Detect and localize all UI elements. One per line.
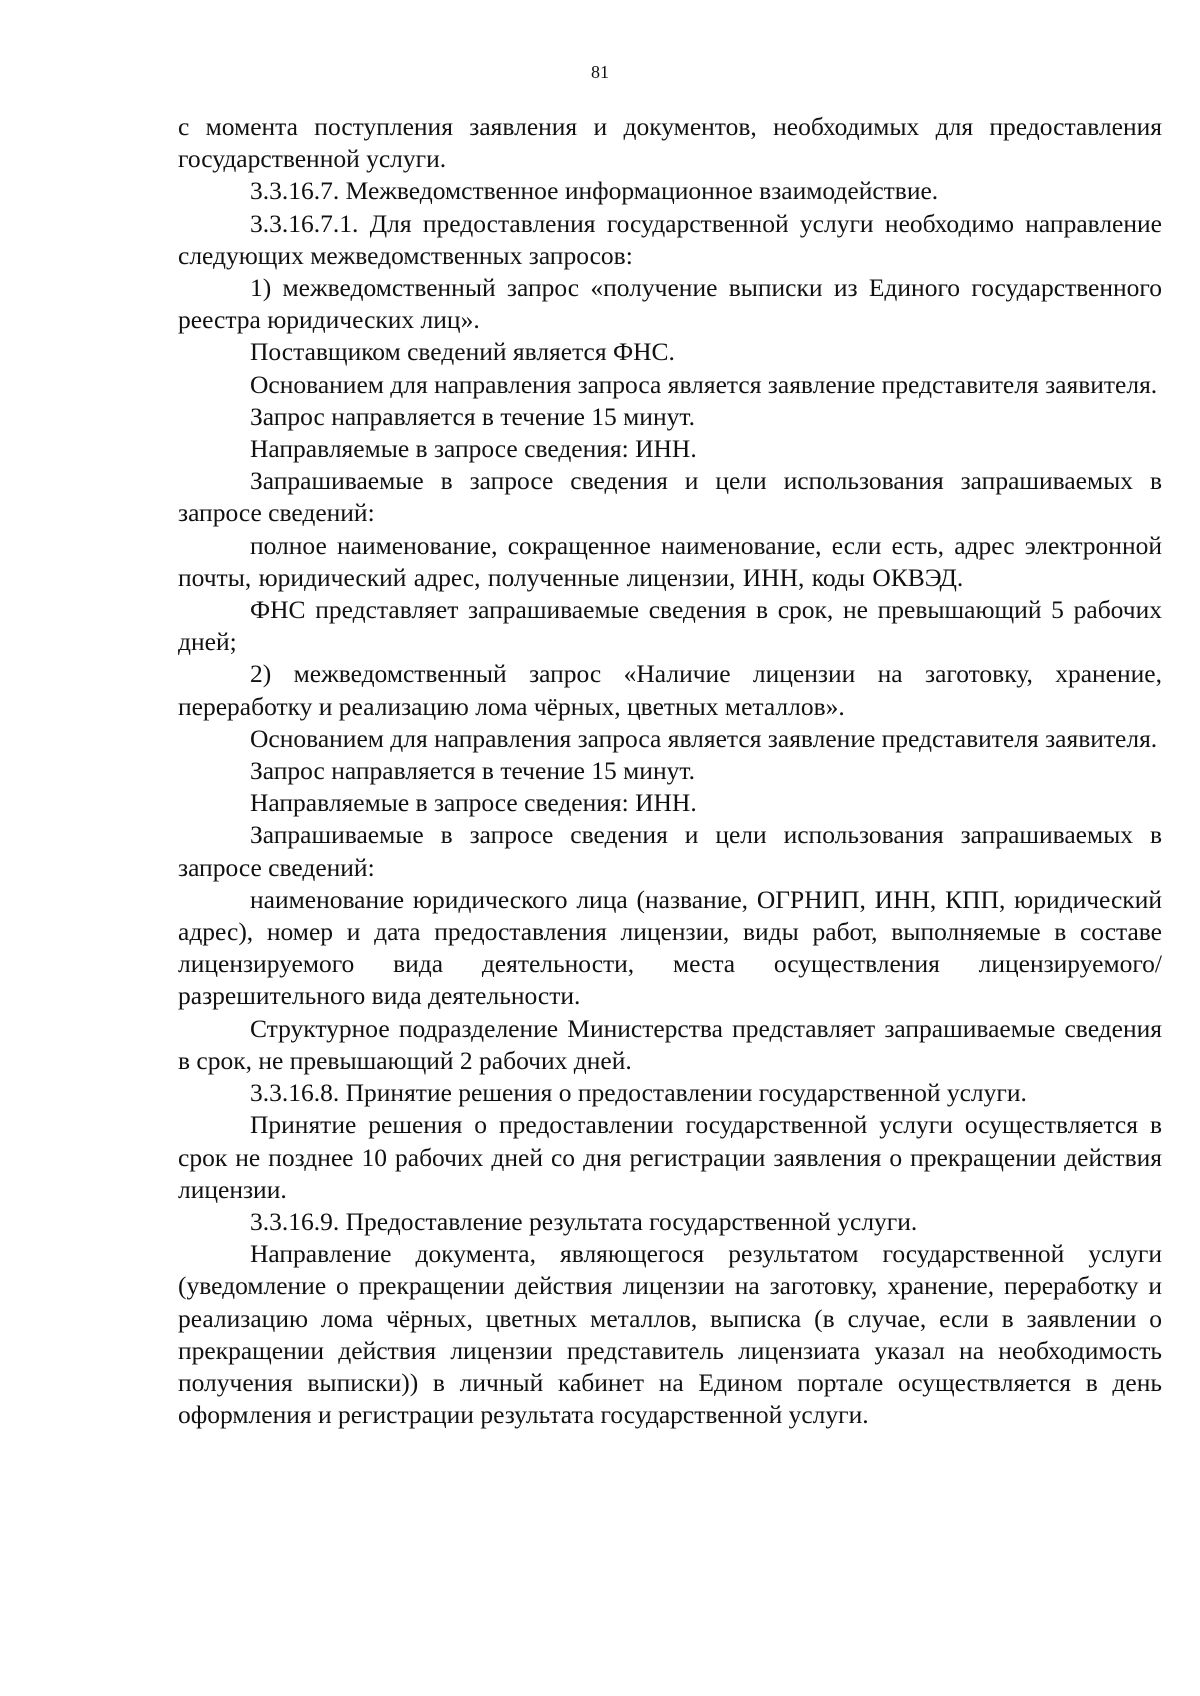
request-1-fields: полное наименование, сокращенное наименование, если есть, адрес электронной почты, юридический адрес, полученные лицензии, ИНН, коды ОКВЭД. — [178, 530, 1162, 592]
supplier-paragraph: Поставщиком сведений является ФНС. — [250, 337, 675, 367]
request-item-1: 1) межведомственный запрос «получение выписки из Единого государственного реестра юридических лиц». — [178, 273, 1162, 335]
section-heading-3-3-16-9: 3.3.16.9. Предоставление результата государственной услуги. — [250, 1206, 918, 1236]
document-body — [178, 111, 1162, 1431]
request-2-basis: Основанием для направления запроса является заявление представителя заявителя. — [250, 723, 1158, 753]
page-number: 81 — [591, 62, 609, 82]
request-2-timing: Запрос направляется в течение 15 минут. — [250, 756, 695, 786]
request-1-basis: Основанием для направления запроса является заявление представителя заявителя. — [250, 369, 1158, 399]
request-2-term: Структурное подразделение Министерства представляет запрашиваемые сведения в срок, не превышающий 2 рабочих дней. — [178, 1013, 1162, 1075]
section-heading-3-3-16-7: 3.3.16.7. Межведомственное информационное взаимодействие. — [250, 176, 939, 206]
decision-paragraph: Принятие решения о предоставлении государственной услуги осуществляется в срок не позднее 10 рабочих дней со дня регистрации заявления о прекращении действия лицензии. — [178, 1110, 1162, 1204]
request-1-timing: Запрос направляется в течение 15 минут. — [250, 401, 695, 431]
request-2-fields: наименование юридического лица (название, ОГРНИП, ИНН, КПП, юридический адрес), номер и дата предоставления лицензии, виды работ, выполняемые в составе лицензируемого вида деятельности, места осуществления лицензируемого/разрешительного вида деятельности. — [178, 884, 1162, 1011]
section-paragraph-3-3-16-7-1: 3.3.16.7.1. Для предоставления государственной услуги необходимо направление следующих межведомственных запросов: — [178, 208, 1162, 270]
request-1-term: ФНС представляет запрашиваемые сведения в срок, не превышающий 5 рабочих дней; — [178, 595, 1162, 657]
paragraph-continuation: с момента поступления заявления и документов, необходимых для предоставления государственной услуги. — [178, 112, 1162, 174]
section-heading-3-3-16-8: 3.3.16.8. Принятие решения о предоставлении государственной услуги. — [250, 1078, 1027, 1108]
request-2-requested-data: Запрашиваемые в запросе сведения и цели использования запрашиваемых в запросе сведений: — [178, 820, 1162, 882]
request-1-sent-data: Направляемые в запросе сведения: ИНН. — [250, 434, 697, 464]
request-1-requested-data: Запрашиваемые в запросе сведения и цели использования запрашиваемых в запросе сведений: — [178, 466, 1162, 528]
request-item-2: 2) межведомственный запрос «Наличие лицензии на заготовку, хранение, переработку и реализацию лома чёрных, цветных металлов». — [178, 659, 1162, 721]
result-paragraph: Направление документа, являющегося результатом государственной услуги (уведомление о прекращении действия лицензии на заготовку, хранение, переработку и реализацию лома чёрных, цветных металлов, выписка (в случае, если в заявлении о прекращении действия лицензии представитель лицензиата указал на необходимость получения выписки)) в личный кабинет на Едином портале осуществляется в день оформления и регистрации результата государственной услуги. — [178, 1239, 1162, 1430]
request-2-sent-data: Направляемые в запросе сведения: ИНН. — [250, 788, 697, 818]
